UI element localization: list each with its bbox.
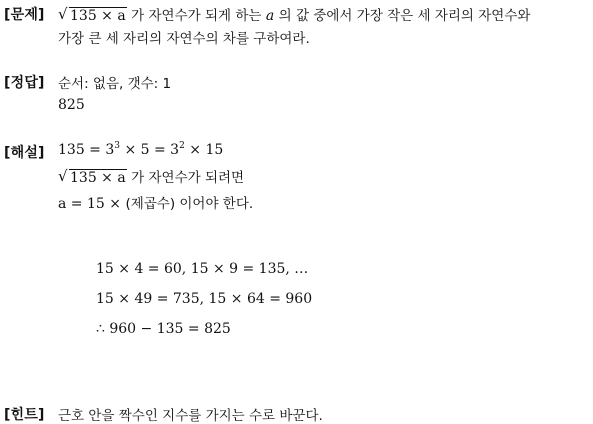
problem-text-1a: 가 자연수가 되게 하는 xyxy=(131,8,262,24)
hint-label: [힌트] xyxy=(4,407,45,423)
calc-line-3: ∴ 960 − 135 = 825 xyxy=(96,321,231,337)
answer-value: 825 xyxy=(58,97,85,113)
calc-line-2: 15 × 49 = 735, 15 × 64 = 960 xyxy=(96,291,313,307)
sqrt-expression: √ 135 × a xyxy=(58,5,126,24)
radicand: 135 × a xyxy=(70,8,126,24)
solution-line-2 xyxy=(58,166,244,186)
factor-rhs: × 15 xyxy=(184,142,224,158)
answer-label: [정답] xyxy=(4,75,45,91)
factor-lhs: 135 = 3 xyxy=(58,142,115,158)
solution-math-3: a = 15 × xyxy=(58,196,121,212)
problem-text-1b: 의 값 중에서 가장 작은 세 자리의 자연수와 xyxy=(278,8,531,24)
answer-line-1: 순서: 없음, 갯수: 1 xyxy=(58,76,172,92)
problem-line-2: 가장 큰 세 자리의 자연수의 차를 구하여라. xyxy=(58,31,310,47)
problem-line-1 xyxy=(58,4,530,24)
hint-text: 근호 안을 짝수인 지수를 가지는 수로 바꾼다. xyxy=(58,408,323,424)
solution-text-2: 가 자연수가 되려면 xyxy=(131,170,245,186)
solution-line-3 xyxy=(58,192,253,212)
factor-mid: × 5 = 3 xyxy=(120,142,180,158)
variable-a: a xyxy=(265,8,275,24)
solution-label: [해설] xyxy=(4,145,45,161)
calc-line-1: 15 × 4 = 60, 15 × 9 = 135, … xyxy=(96,261,309,277)
solution-text-3: (제곱수) 이어야 한다. xyxy=(125,196,254,212)
exponent-3: 3 xyxy=(114,141,120,151)
exponent-2: 2 xyxy=(179,141,185,151)
sqrt-expression-2: √ 135 × a xyxy=(58,167,126,186)
factorization xyxy=(58,142,223,158)
problem-label: [문제] xyxy=(4,7,45,23)
radicand-2: 135 × a xyxy=(70,170,126,186)
